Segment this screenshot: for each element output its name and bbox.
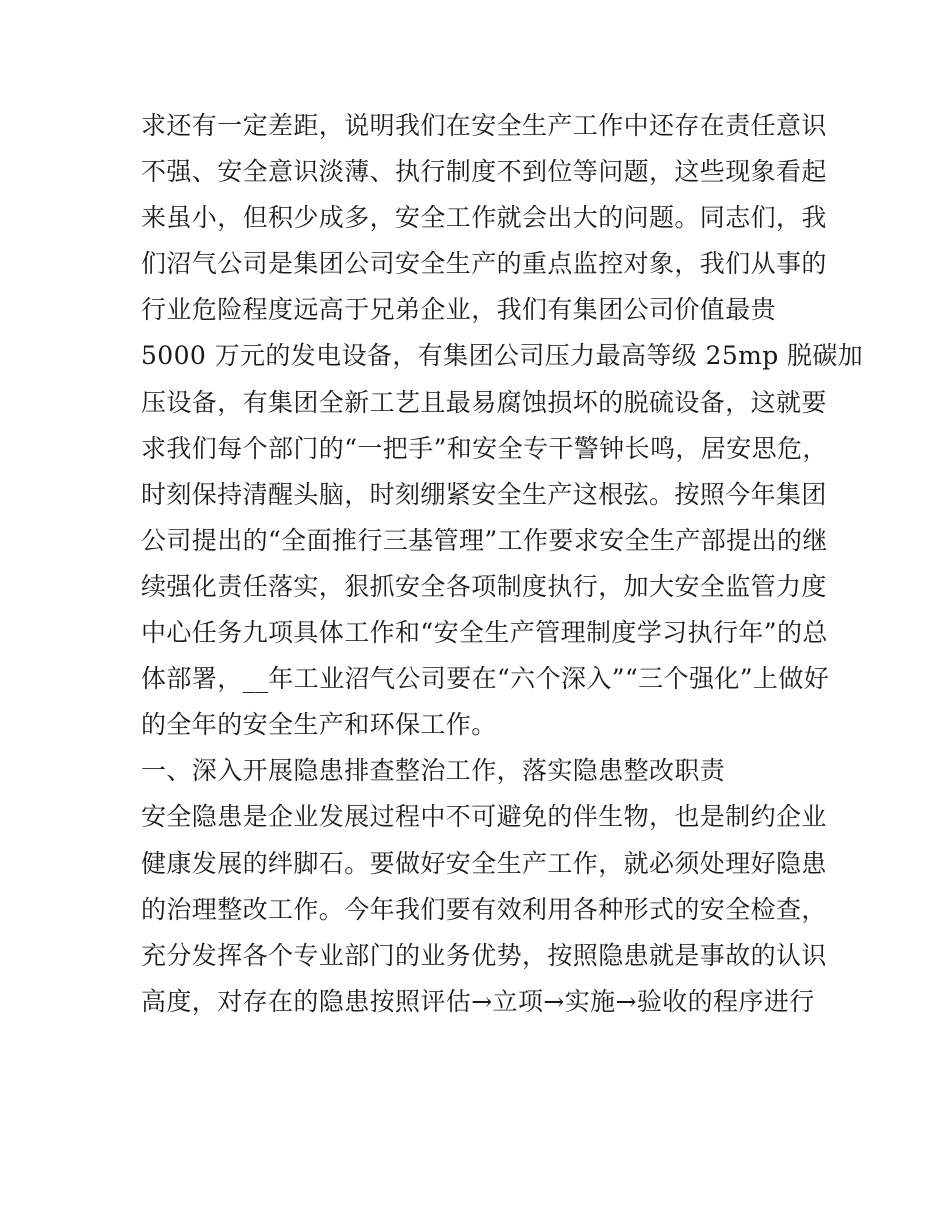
text-line: 来虽小，但积少成多，安全工作就会出大的问题。同志们，我 xyxy=(141,203,827,233)
text-line: 公司提出的“全面推行三基管理”工作要求安全生产部提出的继 xyxy=(141,525,828,555)
text-line: 体部署，__年工业沼气公司要在“六个深入”“三个强化”上做好 xyxy=(141,664,830,694)
text-line: 安全隐患是企业发展过程中不可避免的伴生物，也是制约企业 xyxy=(141,802,827,832)
section-heading: 一、深入开展隐患排查整治工作，落实隐患整改职责 xyxy=(141,756,726,786)
text-line: 时刻保持清醒头脑，时刻绷紧安全生产这根弦。按照今年集团 xyxy=(141,479,827,509)
text-line: 求还有一定差距，说明我们在安全生产工作中还存在责任意识 xyxy=(141,111,827,140)
body-text xyxy=(141,103,864,1025)
text-line: 充分发挥各个专业部门的业务优势，按照隐患就是事故的认识 xyxy=(141,940,827,970)
text-line: 5000 万元的发电设备，有集团公司压力最高等级 25mp 脱碳加 xyxy=(141,341,864,371)
text-line: 高度，对存在的隐患按照评估→立项→实施→验收的程序进行 xyxy=(141,986,815,1016)
text-line: 们沼气公司是集团公司安全生产的重点监控对象，我们从事的 xyxy=(141,249,827,279)
text-line: 续强化责任落实，狠抓安全各项制度执行，加大安全监管力度 xyxy=(141,571,827,601)
text-line: 求我们每个部门的“一把手”和安全专干警钟长鸣，居安思危， xyxy=(141,433,828,463)
text-line: 的治理整改工作。今年我们要有效利用各种形式的安全检查， xyxy=(141,894,827,924)
text-line: 压设备，有集团全新工艺且最易腐蚀损坏的脱硫设备，这就要 xyxy=(141,387,827,417)
text-line: 的全年的安全生产和环保工作。 xyxy=(141,710,497,740)
text-line: 行业危险程度远高于兄弟企业，我们有集团公司价值最贵 xyxy=(141,295,777,325)
text-line: 中心任务九项具体工作和“安全生产管理制度学习执行年”的总 xyxy=(141,618,828,648)
text-line: 不强、安全意识淡薄、执行制度不到位等问题，这些现象看起 xyxy=(141,157,827,187)
text-line: 健康发展的绊脚石。要做好安全生产工作，就必须处理好隐患 xyxy=(141,848,827,878)
